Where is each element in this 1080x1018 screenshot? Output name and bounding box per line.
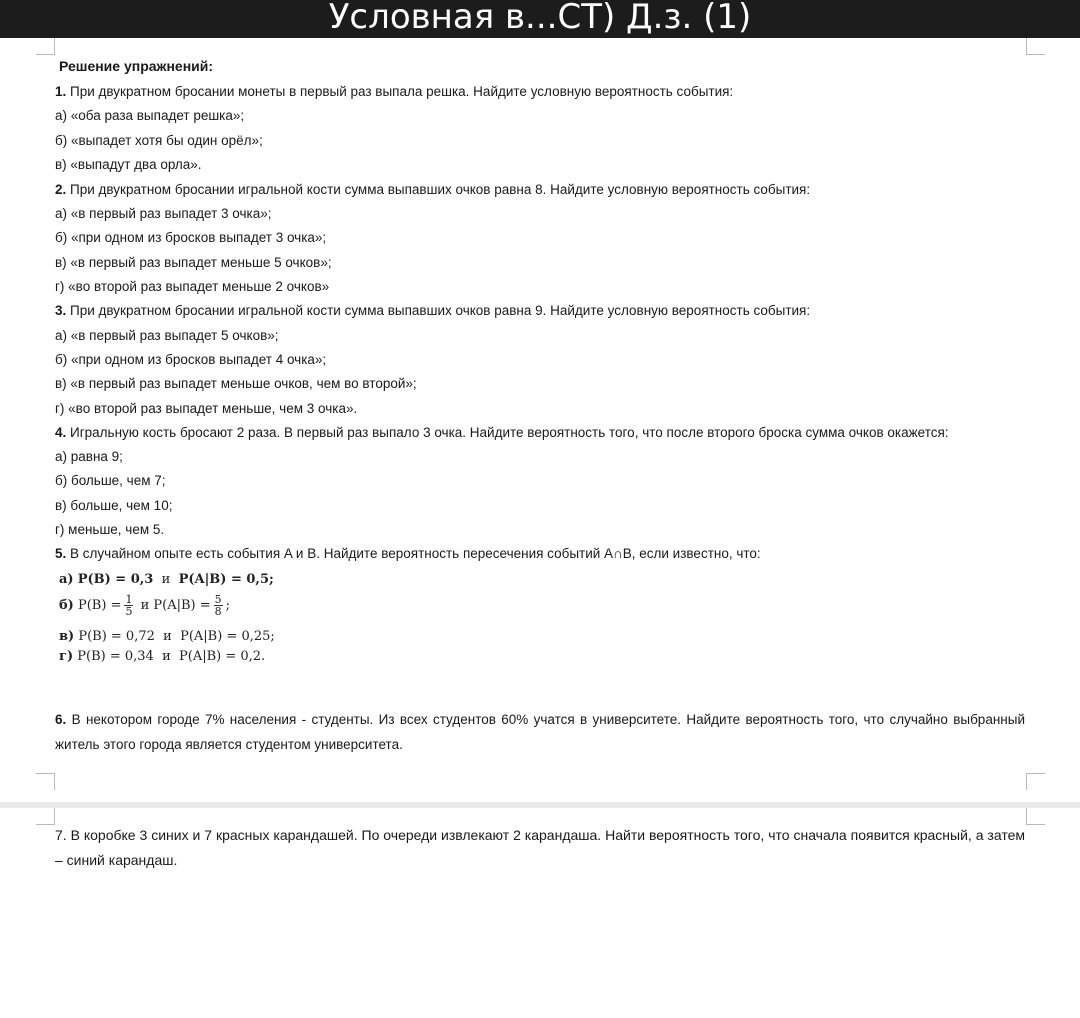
- task-5-formula-b: б) P(B) = $\frac{1}{5}$ и P(A|B) = $\frac{5}{8}$ ;: [59, 593, 231, 618]
- task-2-option: а) «в первый раз выпадет 3 очка»;: [55, 206, 272, 221]
- task-2-option: г) «во второй раз выпадет меньше 2 очков»: [55, 279, 330, 294]
- section-heading: Решение упражнений:: [59, 58, 214, 74]
- page-corner-mark: [36, 773, 55, 790]
- page-corner-mark: [36, 38, 55, 55]
- task-2-option: в) «в первый раз выпадет меньше 5 очков»;: [55, 255, 332, 270]
- document-page-1: [0, 38, 1080, 802]
- page-corner-mark: [36, 808, 55, 825]
- page-corner-mark: [1026, 38, 1045, 55]
- task-5-formula-c: в) P(B) = 0,72 и P(A|B) = 0,25;: [59, 629, 275, 644]
- task-1-option: в) «выпадут два орла».: [55, 157, 202, 172]
- task-5: 5. В случайном опыте есть события A и B. Найдите вероятность пересечения событий A∩B, если известно, что:: [55, 546, 761, 561]
- task-3-option: б) «при одном из бросков выпадет 4 очка»;: [55, 352, 327, 367]
- task-3-option: г) «во второй раз выпадет меньше, чем 3 очка».: [55, 401, 358, 416]
- task-3: 3. При двукратном бросании игральной кости сумма выпавших очков равна 9. Найдите условную вероятность события:: [55, 303, 811, 318]
- task-7: 7. В коробке 3 синих и 7 красных карандашей. По очереди извлекают 2 карандаша. Найти вероятность того, что сначала появится красный, а затем – синий карандаш.: [55, 827, 1025, 868]
- task-4-option: в) больше, чем 10;: [55, 498, 173, 513]
- task-5-formula-d: г) P(B) = 0,34 и P(A|B) = 0,2.: [59, 649, 266, 664]
- task-2: 2. При двукратном бросании игральной кости сумма выпавших очков равна 8. Найдите условную вероятность события:: [55, 182, 811, 197]
- document-title: Условная в...СТ) Д.з. (1): [0, 0, 1080, 38]
- page-corner-mark: [1026, 808, 1045, 825]
- page-corner-mark: [1026, 773, 1045, 790]
- task-1: 1. При двукратном бросании монеты в первый раз выпала решка. Найдите условную вероятность события:: [55, 84, 734, 99]
- task-1-option: б) «выпадет хотя бы один орёл»;: [55, 133, 263, 148]
- fraction: $\frac{5}{8}$: [214, 593, 222, 618]
- task-3-option: а) «в первый раз выпадет 5 очков»;: [55, 328, 279, 343]
- task-4-option: г) меньше, чем 5.: [55, 522, 165, 537]
- task-4-option: а) равна 9;: [55, 449, 123, 464]
- task-6: 6. В некотором городе 7% населения - студенты. Из всех студентов 60% учатся в университете. Найдите вероятность того, что случайно выбранный житель этого города является студентом университета.: [55, 712, 1025, 752]
- task-5-formula-a: а) P(B) = 0,3 и P(A|B) = 0,5;: [59, 572, 274, 587]
- task-3-option: в) «в первый раз выпадет меньше очков, чем во второй»;: [55, 376, 417, 391]
- task-4-option: б) больше, чем 7;: [55, 473, 166, 488]
- document-page-2: [0, 808, 1080, 1018]
- task-4: 4. Игральную кость бросают 2 раза. В первый раз выпало 3 очка. Найдите вероятность того, что после второго броска сумма очков окажется:: [55, 425, 949, 440]
- task-2-option: б) «при одном из бросков выпадет 3 очка»;: [55, 230, 327, 245]
- task-1-option: а) «оба раза выпадет решка»;: [55, 108, 245, 123]
- fraction: $\frac{1}{5}$: [125, 593, 133, 618]
